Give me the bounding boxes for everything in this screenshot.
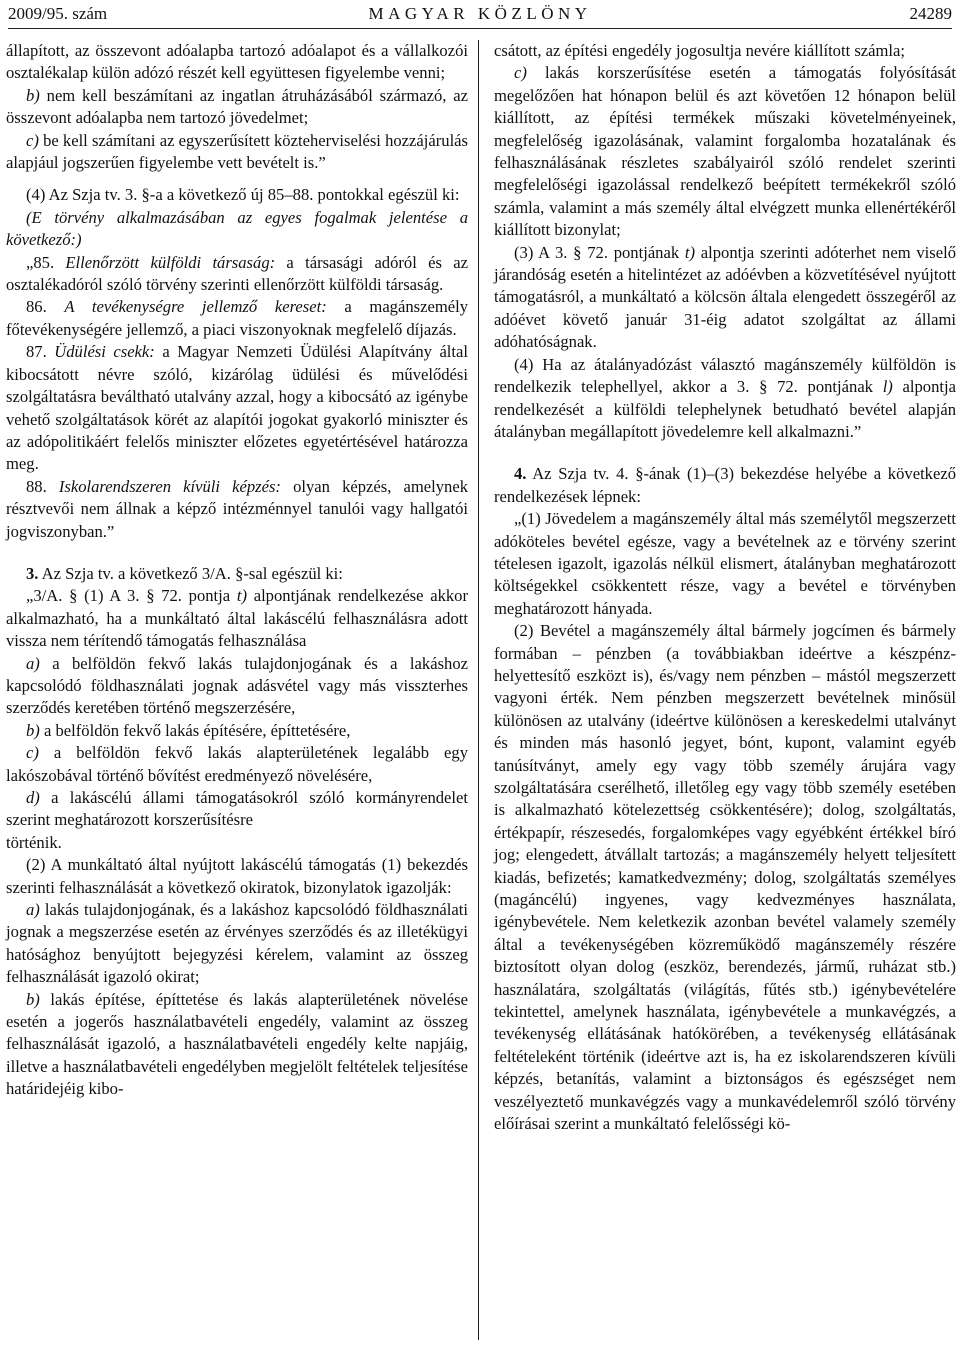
defined-term: Üdülési csekk: [54, 342, 155, 362]
section-number: 4. [514, 464, 527, 484]
paragraph-prefix: 86. [26, 297, 65, 317]
paragraph [6, 899, 468, 989]
paragraph-text: a magánszemély főtevékenységére jellemző, a piaci viszonyoknak megfelelő díjazás. [6, 297, 469, 339]
paragraph-prefix: 87. [26, 342, 55, 362]
paragraph [494, 62, 956, 241]
defined-term: A tevékenységre jellemző kereset: [64, 297, 327, 317]
paragraph-text: alpontja szerinti adóterhet nem viselő járandóság esetén a hitelintézet az adóévben a közvetítésével nyújtott támogatásról, a munkáltató a kölcsön általa elengedett összegéről az adóévet követő január 31-éig adatot szolgáltat az állami adóhatóságnak. [494, 242, 956, 352]
paragraph [6, 720, 468, 742]
paragraph-text: Az Szja tv. 4. §-ának (1)–(3) bekezdése helyébe a következő rendelkezések lépnek: [494, 464, 956, 506]
paragraph [6, 653, 468, 720]
left-column [6, 40, 468, 1101]
paragraph-prefix: (4) Ha az átalányadózást választó magánszemély külföldön is rendelkezik telephellyel, akkor a 3. § 72. pontjának [494, 354, 956, 397]
paragraph-text: (2) Bevétel a magánszemély által bármely jogcímen és bármely formában – pénzben (a továbbiakban ideértve a készpénz-helyettesítő eszközt is), és/vagy nem pénzben – mástól megszerzett vagyoni érték. Nem pénzben megszerzett bevételnek minősül különösen az utalvány (ideértve különösen a kereskedelmi utalványt és minden más hasonló jegyet, bónt, kupont, valamint egyéb tanúsítványt, amely egy vagy több személy árujára vagy szolgáltatására cserélhető, illetőleg egy vagy több személy esetében is alkalmazható kötelezettség csökkentésére); dolog, szolgáltatás, értékpapír, részesedés, forgalomképes vagy egyébként értékkel bíró jog; elengedett, átvállalt tartozás; a magánszemély helyett teljesített kiadás, befizetés; kamatkedvezmény; dolog, szolgáltatás személyes (magáncélú) ingyenes, vagy kedvezményes használata, igénybevétele. Nem keletkezik azonban bevétel valamely személy által a tevékenységében közreműködő magánszemély részére biztosított olyan dolog (eszköz, berendezés, jármű, ruházat stb.) használatára, szolgáltatás (világítás, fűtés stb.) igénybevételére tekintettel, amelynek használata, igénybevétele a munkavégzés, a tevékenység ellátásának hatókörében, a tevékenység ellátásának feltételeként történik (ideértve azt is, ha ez iskolarendszeren kívüli képzés, betanítás, valamint a biztonságos és egészséget nem veszélyeztető munkavégzés vagy a munkavédelemről szóló törvény előírásai szerint a munkáltató felelősségi kö- [494, 621, 956, 1134]
paragraph [6, 742, 468, 787]
paragraph [6, 85, 468, 130]
item-letter: a) [26, 653, 40, 673]
paragraph-prefix: (3) A 3. § 72. pontjának [514, 242, 685, 262]
paragraph [6, 207, 468, 252]
paragraph-text: lakás tulajdonjogának, és a lakáshoz kapcsolódó földhasználati jognak a megszerzése esetén az érvényes szerződés és az illetékügyi hatósághoz benyújtott bejegyzési kérelem, valamint az összeg felhasználását igazoló okirat; [6, 900, 468, 987]
publication-title: MAGYAR KÖZLÖNY [368, 4, 592, 23]
paragraph-text: állapított, az összevont adóalapba tartozó adóalapot és a vállalkozói osztalékalap külön adózó részét kell együttesen figyelembe venni; [6, 41, 468, 83]
defined-term: Iskolarendszeren kívüli képzés: [58, 476, 281, 496]
paragraph-text: lakás korszerűsítése esetén a támogatás folyósítását megelőzően hat hónapon belül és azt követően 12 hónapon belül kiállított, az építési termékek műszaki követelményeinek, megfelelőség igazolásának, valamint forgalomba hozatalának és felhasználásának részletes szabályairól szóló rendelet szerinti megfelelőségi igazolással rendelkező beépített termékekről szóló számla, valamint a más személy által elvégzett munka ellenértékéről kiállított bizonylat; [494, 63, 956, 240]
paragraph-text: a társasági adóról és az osztalékadóról szóló törvény szerinti ellenőrzött külföldi társaság. [6, 252, 468, 295]
paragraph [494, 508, 956, 620]
paragraph-text: (E törvény alkalmazásában az egyes fogalmak jelentése a következő:) [6, 207, 468, 250]
item-letter: c) [26, 743, 39, 763]
item-letter: b) [26, 989, 40, 1009]
paragraph [6, 989, 468, 1101]
paragraph [6, 832, 468, 854]
paragraph-text: alpontja rendelkezését a külföldi telephelynek betudható bevétel alapján átalányban megállapított jövedelemre kell alkalmazni.” [494, 377, 956, 441]
paragraph [494, 40, 956, 62]
issue-date: 2009/95. szám [8, 4, 108, 23]
paragraph [6, 184, 468, 206]
item-letter: b) [26, 720, 40, 740]
defined-term: l) [882, 377, 893, 397]
paragraph-text: nem kell beszámítani az ingatlan átruházásából származó, az összevont adóalapba nem tartozó jövedelmet; [6, 85, 468, 128]
paragraph [494, 354, 956, 444]
paragraph-text: Az Szja tv. a következő 3/A. §-sal egészül ki: [38, 563, 343, 583]
section-number: 3. [26, 563, 39, 583]
page-number: 24289 [909, 4, 952, 23]
paragraph [6, 787, 468, 832]
item-letter: b) [26, 85, 40, 105]
paragraph-text: a lakáscélú állami támogatásokról szóló kormányrendelet szerint meghatározott korszerűsítésre [6, 788, 468, 830]
item-letter: c) [514, 63, 527, 83]
defined-term: t) [684, 242, 696, 262]
paragraph-text: a belföldön fekvő lakás alapterületének legalább egy lakószobával történő bővítést eredményező növelésére, [6, 743, 468, 785]
paragraph-text: alpontjának rendelkezése akkor alkalmazható, ha a munkáltató által lakáscélú felhasználásra adott vissza nem térítendő támogatás felhasználása [6, 586, 468, 651]
paragraph [6, 585, 468, 652]
paragraph-prefix: „3/A. § (1) A 3. § 72. pontja [26, 586, 237, 606]
paragraph-text: (2) A munkáltató által nyújtott lakáscélú támogatás (1) bekezdés szerinti felhasználását a következő okiratok, bizonylatok igazolják: [6, 855, 468, 897]
paragraph [6, 476, 468, 543]
paragraph-text: történik. [6, 832, 62, 852]
paragraph-text: lakás építése, építtetése és lakás alapterületének növelése esetén a jogerős használatbavételi engedély, valamint az összeg felhasználását igazoló, a használatbavételi engedély kelte napjáig, illetve a használatbavételi engedélyben megjelölt feltételek teljesítése határidejéig kibo- [6, 989, 468, 1099]
paragraph [494, 463, 956, 508]
paragraph-text: a belföldön fekvő lakás tulajdonjogának és a lakáshoz kapcsolódó földhasználati jognak adásvétel vagy más visszterhes szerződés keretében történő megszerzésére, [6, 653, 468, 718]
defined-term: t) [236, 586, 247, 606]
defined-term: Ellenőrzött külföldi társaság: [65, 252, 276, 272]
paragraph [6, 563, 468, 585]
column-divider [478, 40, 479, 1340]
paragraph-text: „(1) Jövedelem a magánszemély által más személytől megszerzett adóköteles bevétel egésze, vagy a bevételnek az e törvény szerint tételesen igazolt, igazolás nélkül elismert, átalányban meghatározott költségekkel csökkentett része, vagy a bevétel e törvényben meghatározott hányada. [494, 509, 956, 618]
paragraph-text: a belföldön fekvő lakás építésére, építtetésére, [39, 720, 351, 740]
paragraph [6, 854, 468, 899]
right-column [494, 40, 956, 1136]
item-letter: a) [26, 900, 40, 920]
paragraph-text: (4) Az Szja tv. 3. §-a a következő új 85–88. pontokkal egészül ki: [26, 185, 460, 205]
paragraph [6, 252, 468, 297]
paragraph-prefix: „85. [26, 252, 66, 272]
paragraph-text: be kell számítani az egyszerűsített közteherviselési hozzájárulás alapjául jogszerűen figyelembe vett bevételt is.” [6, 130, 468, 173]
paragraph [6, 40, 468, 85]
paragraph-text: a Magyar Nemzeti Üdülési Alapítvány által kibocsátott névre szóló, kizárólag üdülési és művelődési szolgáltatásra beváltható utalvány azzal, hogy a kibocsátó az igénybe vehető szolgáltatások körét az alapítói jogokat gyakorló miniszter és az adópolitikáért felelős miniszter előzetes egyetértésével határozza meg. [6, 342, 469, 474]
paragraph [494, 620, 956, 1135]
paragraph [6, 341, 468, 475]
paragraph [6, 296, 468, 341]
item-letter: c) [26, 130, 39, 150]
paragraph-text: csátott, az építési engedély jogosultja nevére kiállított számla; [494, 41, 906, 60]
paragraph [494, 242, 956, 354]
item-letter: d) [26, 788, 40, 807]
paragraph-prefix: 88. [26, 476, 59, 496]
page-header [8, 2, 952, 29]
paragraph-text: olyan képzés, amelynek résztvevői nem állnak a képző intézménnyel tanulói vagy hallgatói jogviszonyban.” [6, 476, 468, 541]
paragraph [6, 130, 468, 175]
